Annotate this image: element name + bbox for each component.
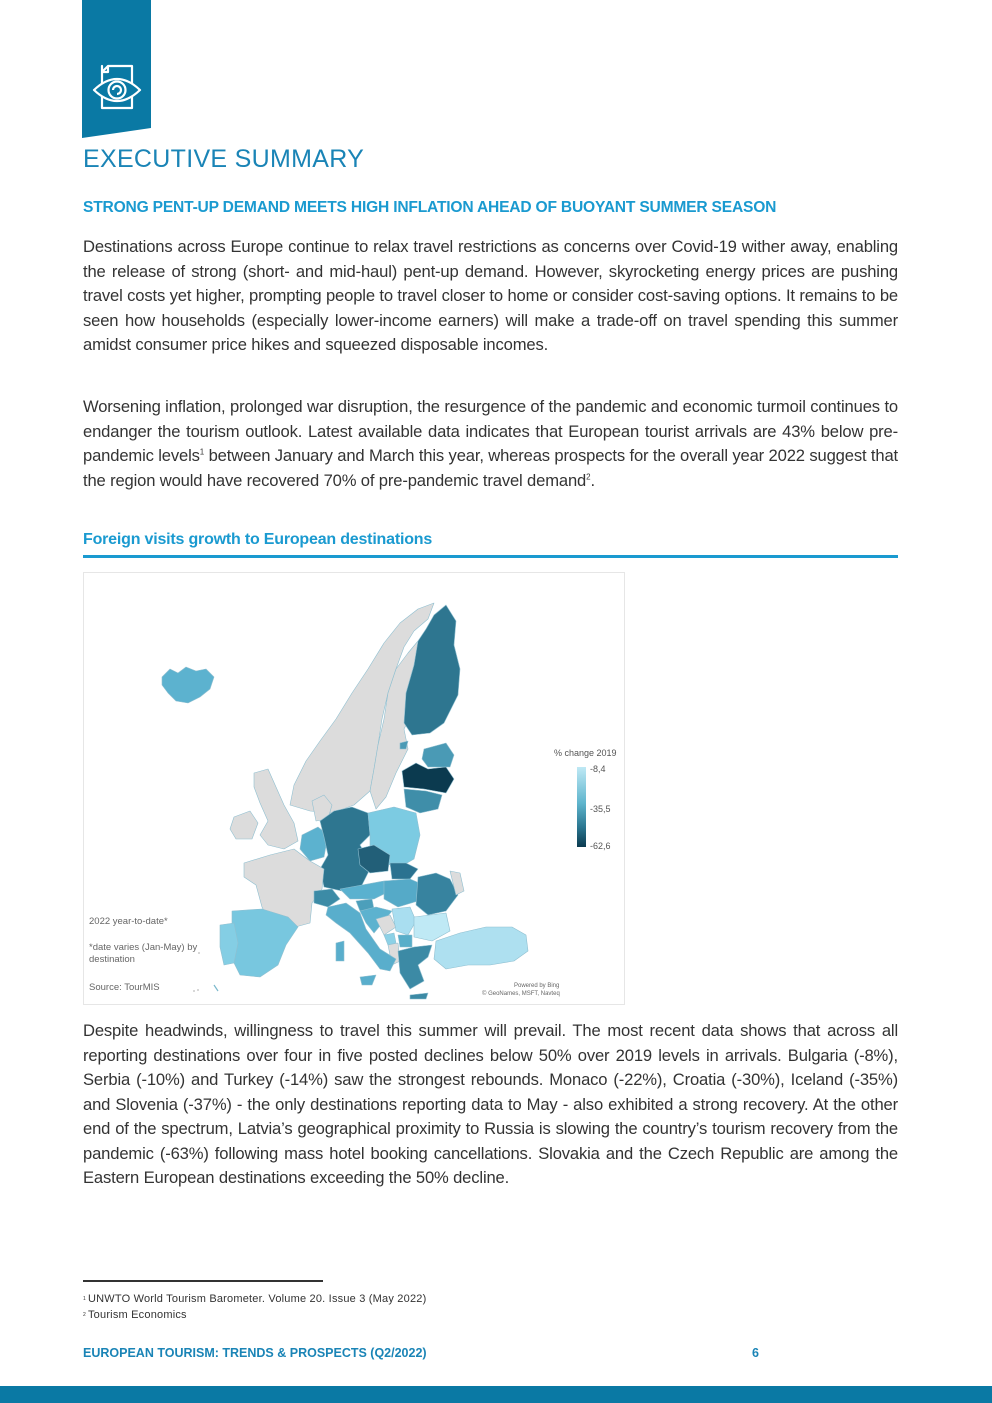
- footnote-divider: [83, 1280, 323, 1282]
- map-powered-by: Powered by Bing: [514, 983, 560, 989]
- paragraph-outlook-text-1: Worsening inflation, prolonged war disruption, the resurgence of the pandemic and economic turmoil continues to endanger the tourism outlook. Latest available data indicates that European tourist arrivals are 43% below pre-pandemic levels: [83, 397, 898, 465]
- country-estonia: [422, 743, 454, 767]
- figure-title: Foreign visits growth to European destinations: [83, 531, 433, 548]
- footer-publication-title: EUROPEAN TOURISM: TRENDS & PROSPECTS (Q2/2022): [83, 1346, 427, 1360]
- footnote-2-text: Tourism Economics: [87, 1309, 187, 1321]
- country-latvia: [402, 763, 454, 793]
- legend-min-label: -62,6: [590, 841, 611, 851]
- country-montenegro: [384, 933, 396, 945]
- country-turkey: [434, 927, 528, 969]
- europe-choropleth-map: [83, 572, 625, 1005]
- paragraph-outlook-text-3: .: [590, 470, 595, 490]
- country-bosnia: [376, 915, 396, 935]
- country-romania: [416, 873, 458, 915]
- map-period-note: 2022 year-to-date*: [89, 916, 168, 927]
- island-sardinia: [336, 941, 344, 961]
- paragraph-outlook-text-2: between January and March this year, whereas prospects for the overall year 2022 suggest that the region would have recovered 70% of pre-pandemic travel demand: [83, 446, 899, 490]
- figure-title-rule: [83, 555, 898, 558]
- section-subheading: STRONG PENT-UP DEMAND MEETS HIGH INFLATION AHEAD OF BUOYANT SUMMER SEASON: [83, 199, 777, 216]
- paragraph-outlook: [83, 395, 898, 493]
- footnote-ref-2[interactable]: 2: [586, 471, 591, 481]
- map-copyright: © GeoNames, MSFT, Navteq: [482, 991, 560, 997]
- country-iceland: [162, 667, 214, 703]
- footnote-2: [83, 1309, 187, 1321]
- country-ireland: [230, 811, 258, 839]
- map-legend: [554, 748, 634, 851]
- island-sicily: [360, 975, 376, 985]
- legend-title: % change 2019: [554, 748, 617, 758]
- country-lithuania: [404, 789, 442, 813]
- footnote-2-number: 2: [83, 1312, 86, 1319]
- country-switzerland: [314, 889, 340, 907]
- paragraph-recovery: Despite headwinds, willingness to travel this summer will prevail. The most recent data shows that across all reporting destinations over four in five posted declines below 50% over 2019 levels in arrivals. Bulgaria (-8%), Serbia (-10%) and Turkey (-14%) saw the strongest rebounds. Monaco (-22%), Croatia (-30%), Iceland (-35%) and Slovenia (-37%) - the only destinations reporting data to May - also exhibited a strong recovery. At the other end of the spectrum, Latvia’s geographical proximity to Russia is slowing the country’s tourism recovery from the pandemic (-63%) following mass hotel booking cancellations. Slovakia and the Czech Republic are among the Eastern European destinations exceeding the 50% decline.: [83, 1021, 898, 1187]
- country-bulgaria: [414, 913, 450, 941]
- country-north-macedonia: [398, 935, 412, 947]
- legend-color-scale: [577, 767, 586, 847]
- footnote-1: [83, 1293, 426, 1305]
- map-source-note: Source: TourMIS: [89, 982, 160, 993]
- country-slovakia: [390, 863, 418, 879]
- section-tab-banner: [82, 0, 151, 138]
- country-spain: [232, 909, 298, 977]
- footer-color-bar: [0, 1386, 992, 1403]
- footnote-1-number: 1: [83, 1296, 86, 1303]
- legend-mid-label: -35,5: [590, 804, 611, 814]
- page-title: EXECUTIVE SUMMARY: [83, 145, 365, 173]
- island-crete: [410, 993, 428, 999]
- country-serbia: [392, 907, 416, 935]
- legend-max-label: -8,4: [590, 764, 606, 774]
- footnote-1-text: UNWTO World Tourism Barometer. Volume 20. Issue 3 (May 2022): [87, 1293, 427, 1305]
- country-uk: [254, 769, 298, 849]
- country-greece: [398, 945, 432, 989]
- page-number: 6: [752, 1346, 759, 1360]
- paragraph-intro: Destinations across Europe continue to relax travel restrictions as concerns over Covid-19 wither away, enabling the release of strong (short- and mid-haul) pent-up demand. However, skyrocketing energy prices are pushing travel costs yet higher, prompting people to travel closer to home or consider cost-saving options. It remains to be seen how households (especially lower-income earners) will make a trade-off on travel spending this summer amidst consumer price hikes and squeezed disposable incomes.: [83, 237, 898, 354]
- map-date-note: *date varies (Jan-May) by destination: [89, 942, 198, 965]
- footnote-ref-1[interactable]: 1: [199, 447, 205, 457]
